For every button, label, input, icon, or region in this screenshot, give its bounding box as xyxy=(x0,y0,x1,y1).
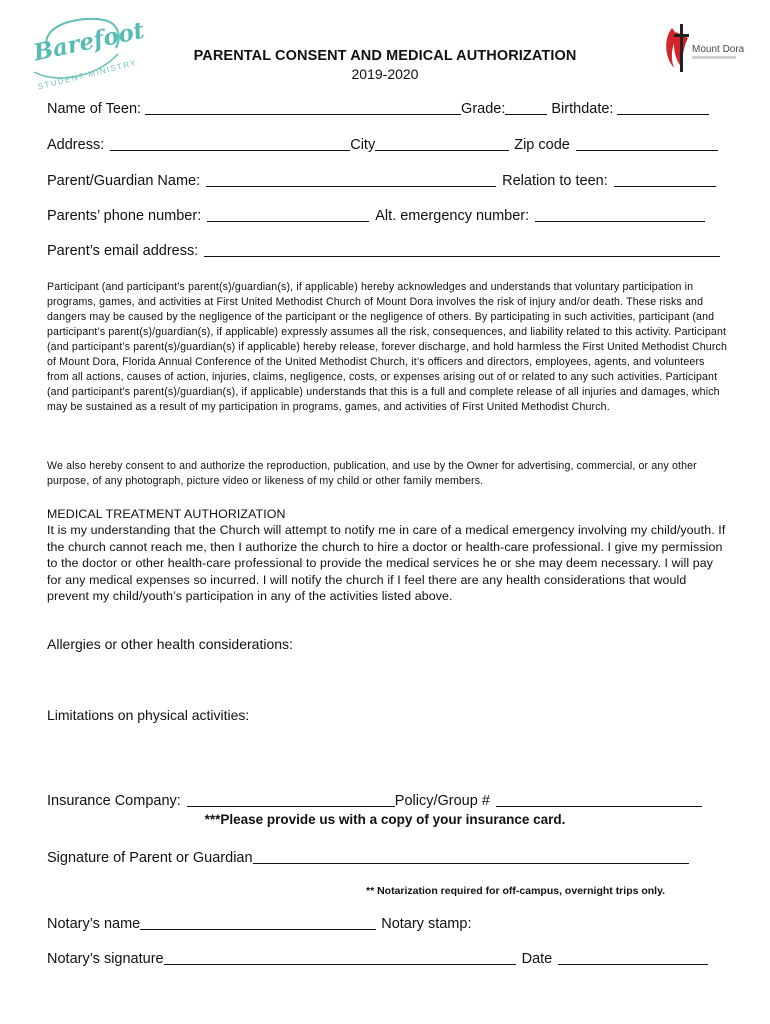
notary-name-field[interactable] xyxy=(140,915,376,930)
medical-heading: MEDICAL TREATMENT AUTHORIZATION xyxy=(47,507,286,521)
zip-field[interactable] xyxy=(576,136,718,151)
alt-phone-label: Alt. emergency number: xyxy=(375,208,530,224)
svg-text:STUDENT MINISTRY: STUDENT MINISTRY xyxy=(36,58,139,92)
limitations-field[interactable] xyxy=(47,727,727,787)
svg-text:Barefoot: Barefoot xyxy=(31,16,147,67)
notary-signature-label: Notary’s signature xyxy=(47,951,164,967)
insurance-row xyxy=(47,792,702,809)
teen-name-label: Name of Teen: xyxy=(47,101,142,117)
signature-field[interactable] xyxy=(253,849,689,864)
date-field[interactable] xyxy=(558,950,708,965)
svg-text:Mount Dora: Mount Dora xyxy=(692,44,745,55)
zip-label: Zip code xyxy=(514,137,570,153)
birthdate-label: Birthdate: xyxy=(551,101,614,117)
allergies-label: Allergies or other health considerations: xyxy=(47,636,293,652)
policy-field[interactable] xyxy=(496,792,702,807)
date-label: Date xyxy=(521,951,553,967)
form-title: PARENTAL CONSENT AND MEDICAL AUTHORIZATION xyxy=(193,48,577,64)
signature-row xyxy=(47,849,689,866)
parent-phone-label: Parents’ phone number: xyxy=(47,208,202,224)
insurance-company-label: Insurance Company: xyxy=(47,793,181,809)
parent-name-field[interactable] xyxy=(206,172,496,187)
limitations-label: Limitations on physical activities: xyxy=(47,707,250,723)
notary-signature-row xyxy=(47,950,708,967)
grade-field[interactable] xyxy=(505,100,547,115)
birthdate-field[interactable] xyxy=(617,100,709,115)
parent-email-label: Parent’s email address: xyxy=(47,243,199,259)
address-label: Address: xyxy=(47,137,105,153)
form-year: 2019-2020 xyxy=(351,66,419,82)
parent-phone-field[interactable] xyxy=(207,207,369,222)
signature-label: Signature of Parent or Guardian xyxy=(47,850,253,866)
teen-info-row xyxy=(47,100,709,117)
alt-phone-field[interactable] xyxy=(535,207,705,222)
policy-label: Policy/Group # xyxy=(394,793,490,809)
notary-stamp-label: Notary stamp: xyxy=(381,916,472,932)
relation-label: Relation to teen: xyxy=(502,173,608,189)
city-label: City xyxy=(350,137,376,153)
insurance-company-field[interactable] xyxy=(187,792,395,807)
email-row xyxy=(47,242,720,259)
notary-name-label: Notary’s name xyxy=(47,916,141,932)
allergies-field[interactable] xyxy=(47,656,727,700)
grade-label: Grade: xyxy=(461,101,506,117)
address-row xyxy=(47,136,718,153)
notarization-note: ** Notarization required for off-campus, overnight trips only. xyxy=(366,885,666,897)
teen-name-field[interactable] xyxy=(145,100,461,115)
media-consent-paragraph: We also hereby consent to and authorize the reproduction, publication, and use by the Owner for advertising, commercial, or any other purpose, of any photograph, picture video or likeness of my child or other family members. xyxy=(47,460,697,487)
city-field[interactable] xyxy=(375,136,509,151)
notary-name-row xyxy=(47,915,471,932)
parent-email-field[interactable] xyxy=(204,242,720,257)
phone-row xyxy=(47,207,705,224)
insurance-card-note: ***Please provide us with a copy of your insurance card. xyxy=(204,812,566,827)
relation-field[interactable] xyxy=(614,172,716,187)
parent-row xyxy=(47,172,716,189)
parent-name-label: Parent/Guardian Name: xyxy=(47,173,201,189)
medical-body: It is my understanding that the Church will attempt to notify me in care of a medical emergency involving my child/youth. If the church cannot reach me, then I authorize the church to hire a doctor or health-care professional. I give my permission to the doctor or other health-care professional to provide the medical services he or she may deem necessary. I will pay for any medical expenses so incurred. I will notify the church if I feel there are any health considerations that would prevent my child/youth’s participation in any of the activities listed above. xyxy=(47,523,726,603)
release-paragraph: Participant (and participant’s parent(s)/guardian(s), if applicable) hereby acknowledges and understands that voluntary participation in programs, games, and activities at First United Methodist Church of Mount Dora involves the risk of injury and/or death. These risks and dangers may be caused by the negligence of the participant or the negligence of others. By participating in such activities, participant (and participant’s parent(s)/guardian(s), if applicable) expressly assumes all the risk, consequences, and liability related to this activity. Participant (and participant’s parent(s)/guardian(s) if applicable) hereby release, forever discharge, and hold harmless the First United Methodist Church of Mount Dora, Florida Annual Conference of the United Methodist Church, it’s officers and directors, employees, agents, and volunteers from all actions, causes of action, injuries, claims, negligence, costs, or expenses arising out of or related to any such activities. Participant (and participant’s parent(s)/guardian(s), if applicable) understands that this is a full and complete release of all injuries and damages, which may be sustained as a result of my participation in programs, games, and activities of First United Methodist Church. xyxy=(47,281,728,413)
address-field[interactable] xyxy=(110,136,350,151)
notary-signature-field[interactable] xyxy=(164,950,516,965)
